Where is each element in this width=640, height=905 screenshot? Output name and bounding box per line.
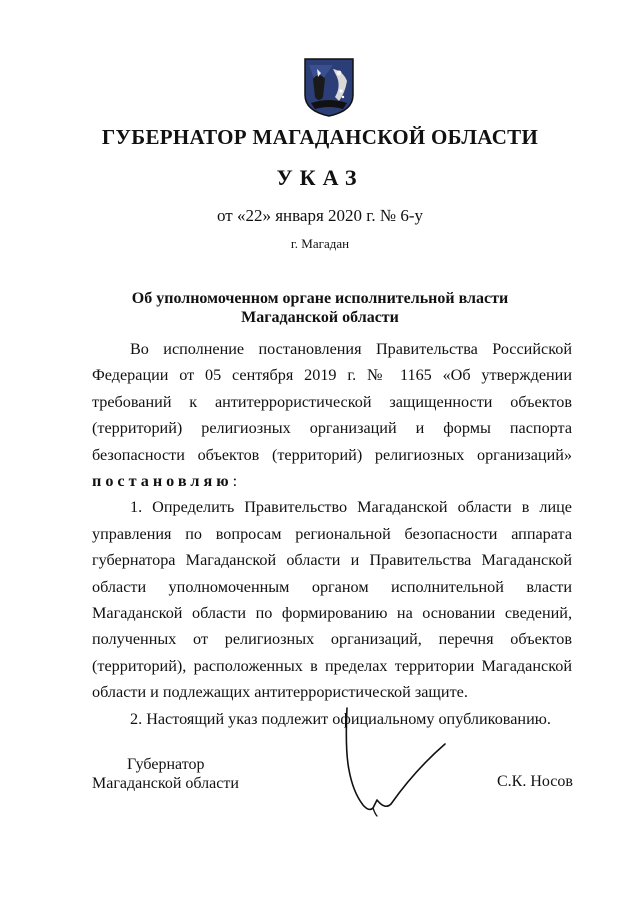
org-title: ГУБЕРНАТОР МАГАДАНСКОЙ ОБЛАСТИ: [101, 125, 539, 149]
handwritten-signature: [325, 700, 465, 830]
decree-word: постановляю: [92, 472, 233, 491]
signatory-title-line-1: Губернатор: [127, 756, 205, 773]
subject-line-2: Магаданской области: [241, 309, 399, 326]
decree-colon: :: [232, 472, 238, 491]
doc-subject: [0, 289, 640, 327]
doc-date: от «22» января 2020 г. № 6-у: [217, 206, 423, 225]
signatory-title-line-2: Магаданской области: [92, 775, 239, 792]
signatory-title: [92, 755, 292, 793]
signatory-name: С.К. Носов: [497, 773, 573, 790]
doc-type-title: УКАЗ: [276, 165, 364, 190]
doc-body: [92, 336, 572, 732]
item-2-paragraph: 2. Настоящий указ подлежит официальному опубликованию.: [130, 709, 551, 728]
subject-line-1: Об уполномоченном органе исполнительной власти: [131, 290, 509, 307]
preamble-text: Во исполнение постановления Правительства Российской Федерации от 05 сентября 2019 г. № 1165 «Об утверждении требований к антитеррористической защищенности объектов (территорий) религиозных организаций и формы паспорта безопасности объектов (территорий) религиозных организаций»: [92, 340, 572, 464]
preamble-paragraph: [92, 336, 572, 494]
coat-of-arms-icon: [303, 57, 355, 117]
item-1-paragraph: 1. Определить Правительство Магаданской области в лице управления по вопросам региональной безопасности аппарата губернатора Магаданской области и Правительства Магаданской области уполномоченным органом исполнительной власти Магаданской области по формированию на основании сведений, полученных от религиозных организаций, перечня объектов (территорий), расположенных в пределах территории Магаданской области и подлежащих антитеррористической защите.: [92, 498, 572, 702]
doc-city: г. Магадан: [290, 236, 350, 251]
